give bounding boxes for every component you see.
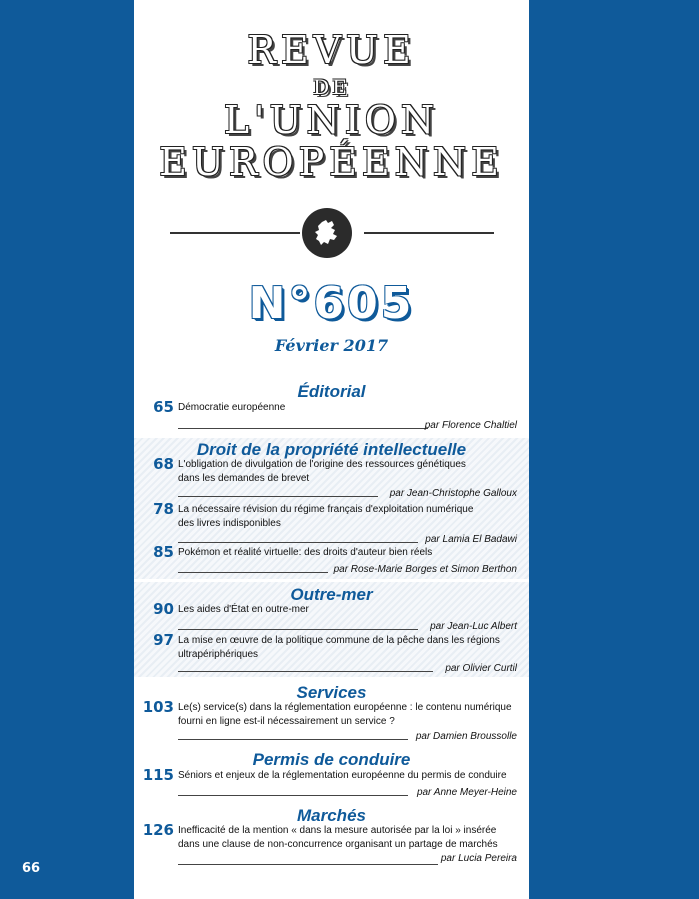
article-page: 78 [153,500,174,518]
article-title-line: Le(s) service(s) dans la réglementation européenne : le contenu numérique [178,702,512,713]
article-page: 85 [153,543,174,561]
article-title-line: des livres indisponibles [178,518,281,529]
article-title[interactable] [178,458,518,486]
article-title-line: fourni en ligne est-il nécessairement un service ? [178,716,395,727]
masthead-line-3: L'UNION [223,98,440,142]
article-page: 65 [153,398,174,416]
leader-line [178,542,418,543]
article-page: 126 [142,821,174,839]
article-title[interactable] [178,634,518,662]
article-page: 90 [153,600,174,618]
section-title-services: Services [296,683,367,702]
article-title-line: La mise en œuvre de la politique commune de la pêche dans les régions [178,635,500,646]
article-title[interactable] [178,503,518,531]
article-page: 115 [142,766,174,784]
article-title[interactable]: Séniors et enjeux de la réglementation européenne du permis de conduire [178,770,507,781]
article-title[interactable]: Démocratie européenne [178,402,286,413]
masthead-line-2: DE [313,75,350,99]
masthead-line-1: REVUE [247,28,416,72]
issue-number: N°605 [248,278,415,329]
page-number: 66 [22,861,41,876]
leader-line [178,739,408,740]
divider-left [170,232,300,234]
article-title-line: dans une clause de non-concurrence organisant un partage de marchés [178,839,498,850]
article-author: par Jean-Luc Albert [430,621,517,632]
leader-line [178,864,438,865]
right-margin-band [529,0,699,899]
leader-line [178,671,433,672]
section-title-marches: Marchés [297,806,366,825]
europe-map-icon [302,208,352,258]
section-title-editorial: Éditorial [297,382,366,401]
section-title-outre-mer: Outre-mer [290,585,373,604]
article-title-line: L'obligation de divulgation de l'origine des ressources génétiques [178,459,466,470]
article-title[interactable]: Les aides d'État en outre-mer [178,604,309,615]
article-title-line: Inefficacité de la mention « dans la mesure autorisée par la loi » insérée [178,825,497,836]
masthead-line-4: EUROPÉENNE [159,140,504,184]
section-title-ip: Droit de la propriété intellectuelle [196,440,467,459]
leader-line [178,795,408,796]
article-author: par Damien Broussolle [415,731,517,742]
article-author: par Rose-Marie Borges et Simon Berthon [333,564,517,575]
section-title-permis: Permis de conduire [252,750,411,769]
article-title[interactable] [178,701,518,729]
divider-right [364,232,494,234]
article-author: par Lamia El Badawi [425,534,517,545]
article-author: par Lucia Pereira [440,853,517,864]
leader-line [178,572,328,573]
article-title-line: La nécessaire révision du régime français d'exploitation numérique [178,504,474,515]
article-author: par Olivier Curtil [445,663,517,674]
article-author: par Anne Meyer-Heine [416,787,517,798]
article-author: par Jean-Christophe Galloux [389,488,517,499]
left-margin-band [0,0,134,899]
article-title[interactable]: Pokémon et réalité virtuelle: des droits d'auteur bien réels [178,547,433,558]
article-title-line: ultrapériphériques [178,649,259,660]
leader-line [178,496,378,497]
article-page: 68 [153,455,174,473]
leader-line [178,428,428,429]
table-of-contents-page [134,0,529,899]
issue-date: Février 2017 [274,336,389,355]
article-page: 103 [142,698,174,716]
article-page: 97 [153,631,174,649]
article-author: par Florence Chaltiel [424,420,517,431]
leader-line [178,629,418,630]
article-title-line: dans les demandes de brevet [178,473,310,484]
article-title[interactable] [178,824,518,852]
